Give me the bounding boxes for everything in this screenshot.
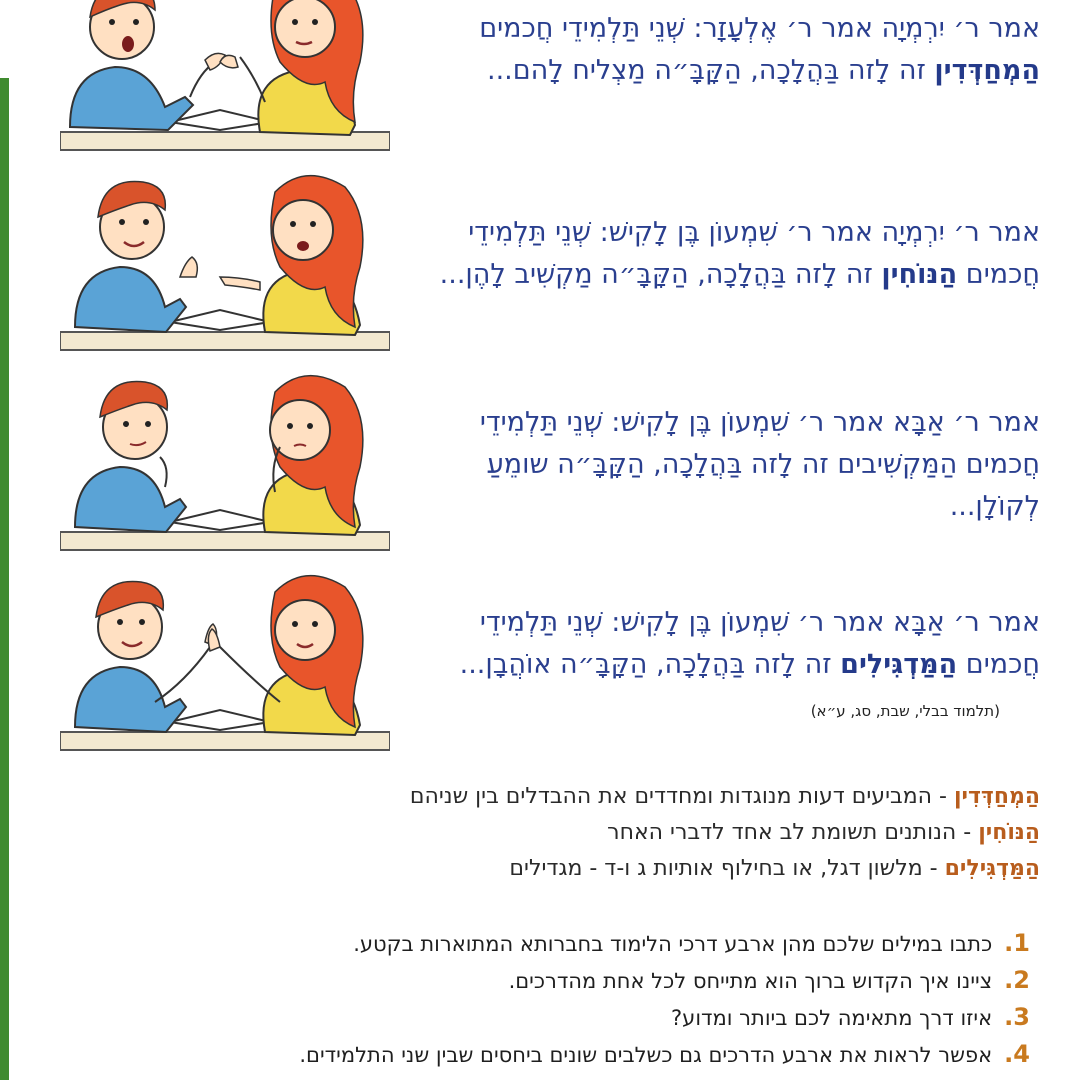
glossary-def-3: - מלשון דגל, או בחילוף אותיות ג ו-ד - מגדילים [509, 856, 945, 881]
quote-2-line-2-end: זה לָזה בַּהֲלָכָה, הַקָּבָּ״ה מַקְשִׁיב לָהֶן... [439, 259, 882, 290]
quote-1-line-1: אמר ר׳ יִרְמְיָה אמר ר׳ אֶלְעָזָר: שְׁנֵי תַּלְמִידֵי חֲכמים [479, 13, 1040, 44]
illustration-arguing [60, 0, 390, 152]
glossary-def-1: - המביעים דעות מנוגדות ומחדדים את ההבדלים בין שניהם [409, 784, 954, 809]
quote-2-line-2 [420, 254, 1040, 296]
quote-3-line-3: לְקוֹלָן... [949, 491, 1040, 522]
question-4-number: 4. [1004, 1040, 1030, 1068]
glossary-term-3: הַמַּדְגִּילִים [944, 856, 1040, 881]
question-1-text: כתבו במילים שלכם מהן ארבע דרכי הלימוד בחברותא המתוארות בקטע. [353, 932, 993, 956]
quote-3-line-2: חֲכמים הַמַּקְשִׁיבים זה לָזה בַּהֲלָכָה, הַקָּבָּ״ה שומֵעַ [486, 449, 1040, 480]
question-3-number: 3. [1004, 1003, 1030, 1031]
question-3 [150, 1002, 1030, 1033]
question-3-text: איזו דרך מתאימה לכם ביותר ומדוע? [671, 1006, 993, 1030]
quote-4-line-2-end: זה לָזה בַּהֲלָכָה, הַקָּבָּ״ה אוֹהֲבָן... [459, 649, 841, 680]
quote-1 [420, 8, 1040, 92]
quote-4-term: הַמַּדְגִּילִים [840, 649, 958, 680]
quote-2 [420, 212, 1040, 296]
glossary-item-1 [300, 780, 1040, 814]
quote-3-line-1: אמר ר׳ אַבָּא אמר ר׳ שִׁמְעוֹן בֶּן לָקִישׁ: שְׁנֵי תַּלְמִידֵי [479, 407, 1040, 438]
quote-2-line-2-start: חֲכמים [957, 259, 1040, 290]
glossary-item-3 [300, 852, 1040, 886]
glossary-def-2: - הנותנים תשומת לב אחד לדברי האחר [607, 820, 979, 845]
quote-4 [420, 602, 1040, 686]
quote-1-line-2 [420, 50, 1040, 92]
illustration-listening [60, 372, 390, 552]
quote-4-line-2 [420, 644, 1040, 686]
quote-4-line-1: אמר ר׳ אַבָּא אמר ר׳ שִׁמְעוֹן בֶּן לָקִישׁ: שְׁנֵי תַּלְמִידֵי [479, 607, 1040, 638]
glossary-item-2 [300, 816, 1040, 850]
quote-1-line-2-text: זה לָזה בַּהֲלָכָה, הַקָּבָּ״ה מַצְליח לָהם... [487, 55, 935, 86]
question-2 [150, 965, 1030, 996]
quote-4-line-2-start: חֲכמים [957, 649, 1040, 680]
question-2-number: 2. [1004, 966, 1030, 994]
question-1 [150, 928, 1030, 959]
illustration-talking [60, 172, 390, 352]
glossary-term-1: הַמְחַדְּדִין [953, 784, 1040, 809]
question-4 [150, 1039, 1030, 1070]
question-4-text: אפשר לראות את ארבע הדרכים גם כשלבים שונים ביחסים שבין שני התלמידים. [299, 1043, 993, 1067]
question-2-text: ציינו איך הקדוש ברוך הוא מתייחס לכל אחת מהדרכים. [508, 969, 993, 993]
illustration-high-five [60, 572, 390, 752]
quote-3 [420, 402, 1040, 528]
green-margin-bar [0, 78, 9, 1080]
quote-2-term: הַנּוֹחִין [881, 259, 958, 290]
glossary-term-2: הַנּוֹחִין [978, 820, 1040, 845]
question-1-number: 1. [1004, 929, 1030, 957]
quote-2-line-1: אמר ר׳ יִרְמְיָה אמר ר׳ שִׁמְעוֹן בֶּן לָקִישׁ: שְׁנֵי תַּלְמִידֵי [468, 217, 1040, 248]
source-citation: (תלמוד בבלי, שבת, סג, ע״א) [810, 702, 1000, 720]
quote-1-term: הַמְחַדְּדִין [934, 55, 1040, 86]
